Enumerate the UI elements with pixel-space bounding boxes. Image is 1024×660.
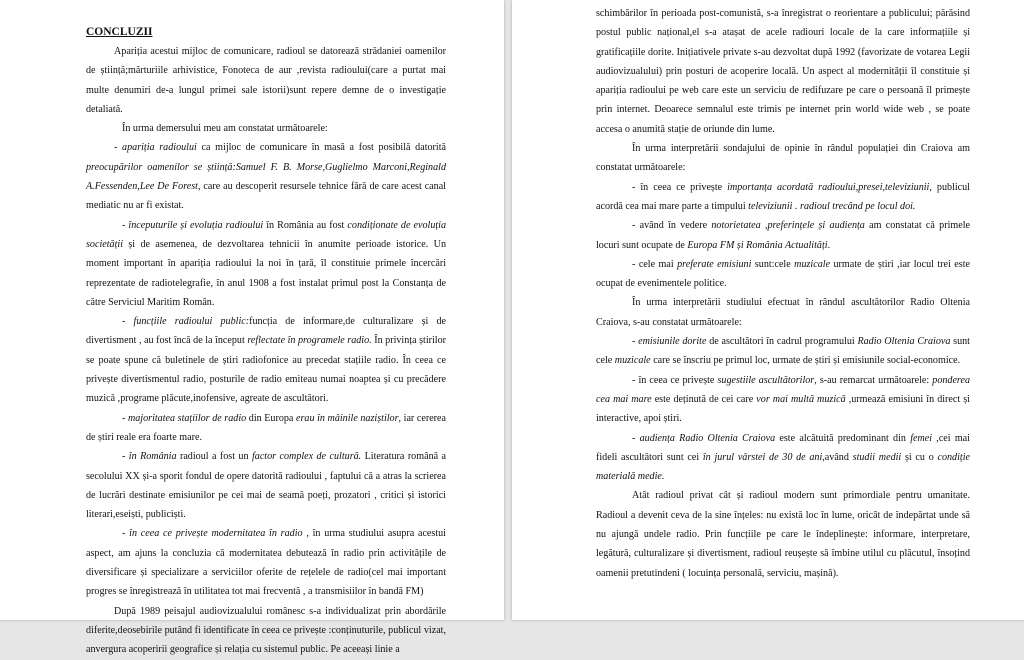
text-run: - [122,451,129,463]
text-run: este alcătuită predominant din [775,432,911,444]
text-run: în România au fost [263,219,348,231]
text-run: , publicul acordă cea mai mare parte a timpului [596,181,970,212]
document-page-left [0,0,504,656]
paragraph [596,486,970,582]
italic-text: condiție materială medie. [596,451,970,483]
italic-text: preferate emisiuni [677,258,752,270]
text-run: sunt cele [596,336,970,367]
page-content [86,22,446,660]
text-run: - în ceea ce privește [632,374,718,386]
text-run: - [122,316,134,328]
italic-text: majoritatea stațiilor de radio [127,412,247,424]
text-run: , iar cererea de știri reale era foarte mare. [86,412,446,443]
paragraph [596,293,970,332]
italic-text: vor mai multă muzică [756,393,846,405]
paragraph [86,138,446,215]
text-run: - având în vedere [632,220,712,232]
text-run: În urma interpretării sondajului de opinie în rândul populației din Craiova am constatat următoarele: [596,143,970,174]
paragraph [86,524,446,601]
text-run: de ascultători în cadrul programului [706,336,858,348]
document-page-right [512,0,1024,620]
text-run: urmate de știri ,iar locul trei este ocupat de evenimentele politice. [596,258,970,290]
paragraph [86,602,446,660]
text-run: ,cei mai fideli ascultători sunt cei [596,432,970,463]
text-run: care se înscriu pe primul loc, urmate de știri și emisiunile social-economice. [650,355,961,367]
italic-text: muzicale [794,258,831,270]
paragraph [86,409,446,448]
italic-text: emisiunile dorite [638,336,707,348]
paragraph [86,42,446,119]
text-run: - în ceea ce privește [632,181,728,193]
italic-text: reflectate în programele radio. [247,335,372,347]
text-run: , s-au remarcat următoarele: [814,374,933,386]
paragraph [596,4,970,139]
text-run: - [122,412,128,424]
text-run: sunt:cele [751,258,795,270]
text-run: Apariția acestui mijloc de comunicare, radioul se datorează strădaniei oamenilor de știință;mărturiile arhivistice, Fonoteca de aur ,revista radioului(care a purtat mai multe denumiri de-a lungul primei sale istorii)sunt repere demne de o investigație detaliată. [86,46,446,115]
paragraph [596,332,970,371]
paragraph [596,255,970,294]
paragraph [596,429,970,487]
paragraph [86,312,446,408]
italic-text: sugestiile ascultătorilor [717,374,815,386]
text-run: ,având [822,451,853,463]
section-title: CONCLUZII [86,26,153,38]
text-run: care au descoperit resursele tehnice fără de care acest canal mediatic nu ar fi existat. [86,181,446,212]
page-content [596,4,970,583]
paragraph [596,216,970,255]
paragraph [596,139,970,178]
text-run: Atât radioul privat cât și radioul modern sunt primordiale pentru umanitate. Radioul a devenit ceva de la sine înțeles: nu există loc în lume, oricât de îndepărtat unde să nu ajungă undele radio. Prin funcțiile pe care le îndeplinește: informare, interpretare, legătură, culturalizare și divertisment, radioul reușește să îmbine utilul cu plăcutul, însoțind oamenii pretutindeni ( locuința personală, serviciu, mașină). [596,490,970,579]
italic-text: ponderea cea mai mare [596,374,971,405]
italic-text: televiziunii . radioul trecând pe locul doi. [748,200,916,212]
italic-text: în ceea ce privește modernitatea în radio [129,528,303,540]
text-run: radioul a fost un [176,451,252,463]
italic-text: erau în mâinile naziștilor [296,412,399,424]
italic-text: studii medii [852,451,902,463]
paragraph [596,371,970,429]
text-run: , în urma studiului asupra acestui aspect, am ajuns la concluzia că modernitatea debutează în radio prin activitățile de diversificare și specializare a serviciilor oferite de rețelele de radio(cel mai important progres se înregistrează în utilitatea tot mai frecventă , a transmisiilor în bandă FM) [86,528,446,598]
text-run: - [632,432,640,444]
text-run: - cele mai [632,258,678,270]
paragraph [86,119,446,138]
text-run: În privința știrilor se poate spune că buletinele de știri radiofonice au precedat stațiile radio. În ceea ce privește divertismentul radio, posturile de radio emiteau numai noaptea și cu precădere muzică ,programe plăcute,inofensive, agreate de ascultători. [86,335,447,405]
text-run: După 1989 peisajul audiovizualului românesc s-a individualizat prin abordările diferite,deosebirile putând fi identificate în ceea ce privește :conținuturile, publicul vizat, anvergura acoperirii geografice și relația cu sistemul public. Pe aceeași linie a [86,605,446,656]
text-run: . [827,239,831,251]
text-run: În urma demersului meu am constatat următoarele: [122,123,328,135]
text-run: ,urmează emisiuni în direct și interactive, apoi știri. [596,393,970,425]
italic-text: în România [128,451,177,463]
italic-text: importanța acordată [727,181,814,193]
italic-text: Europa FM și România Actualități [687,239,828,251]
italic-text: radioului,presei,televiziunii [813,181,930,193]
text-run: În urma interpretării studiului efectuat în rândul ascultătorilor Radio Oltenia Craiova, s-au constatat următoarele: [596,297,970,328]
text-run: - [632,336,639,348]
italic-text: apariția radioului [122,142,197,154]
text-run: funcția de informare,de culturalizare și de divertisment , au fost încă de la început [86,316,446,347]
italic-text: factor complex de cultură. [251,451,362,463]
text-run: ca mijloc de comunicare în masă a fost posibilă datorită [196,142,446,154]
text-run: din Europa [246,412,296,424]
text-run: este deținută de cei care [651,393,757,405]
italic-text: femei [910,432,933,444]
italic-text: audiența Radio Oltenia Craiova [639,432,776,444]
text-run: și cu o [901,451,938,463]
text-run: - [114,142,123,154]
italic-text: condiționate de evoluția societății [86,219,447,250]
text-run: - [122,528,130,540]
text-run: Literatura română a secolului XX și-a sporit fondul de opere datorită radioului , faptului că a atras la scrierea de lucrări destinate emisiunilor pe cei mai de seamă poeți, prozatori , critici și istorici literari,eseiști, publiciști. [86,451,446,521]
italic-text: începuturile și evoluția radioului [128,219,264,231]
text-run: - [122,219,129,231]
paragraph [596,178,970,217]
italic-text: notorietatea ,preferințele și audiența [711,220,865,232]
text-run: am constatat că primele locuri sunt ocupate de [596,220,970,251]
text-run: schimbărilor în perioada post-comunistă, s-a înregistrat o reorientare a publicului; părăsind postul public național,el s-a atașat de acele radiouri locale de la care informațiile și gratificațiile dorite. Inițiativele private s-au dezvoltat după 1992 (favorizate de votarea Legii audiovizualului) prin posturi de acoperire locală. Un aspect al modernității îl constituie și apariția radioului pe web care este un serviciu de redifuzare pe care o persoană îl primește prin internet. Deoarece semnalul este trimis pe internet prin world wide web , se poate accesa o anumită stație de oriunde din lume. [596,8,970,135]
italic-text: Radio Oltenia Craiova [857,336,951,348]
italic-text: muzicale [614,355,651,367]
paragraph [86,216,446,312]
text-run: și de asemenea, de dezvoltarea tehnicii în anumite perioade istorice. Un moment important în apariția radioului la noi în țară, îl constituie primele încercări reprezentate de radiotelegrafie, în anul 1908 a fost instalat primul post la Constanța de către Serviciul Maritim Român. [86,238,446,308]
paragraph [86,447,446,524]
italic-text: în jurul vârstei de 30 de ani [702,451,823,463]
italic-text: preocupărilor oamenilor se știință:Samuel F. B. Morse,Guglielmo Marconi,Reginald A.Fessenden,Lee De Forest, [86,161,446,193]
italic-text: funcțiile radioului public: [133,316,250,328]
